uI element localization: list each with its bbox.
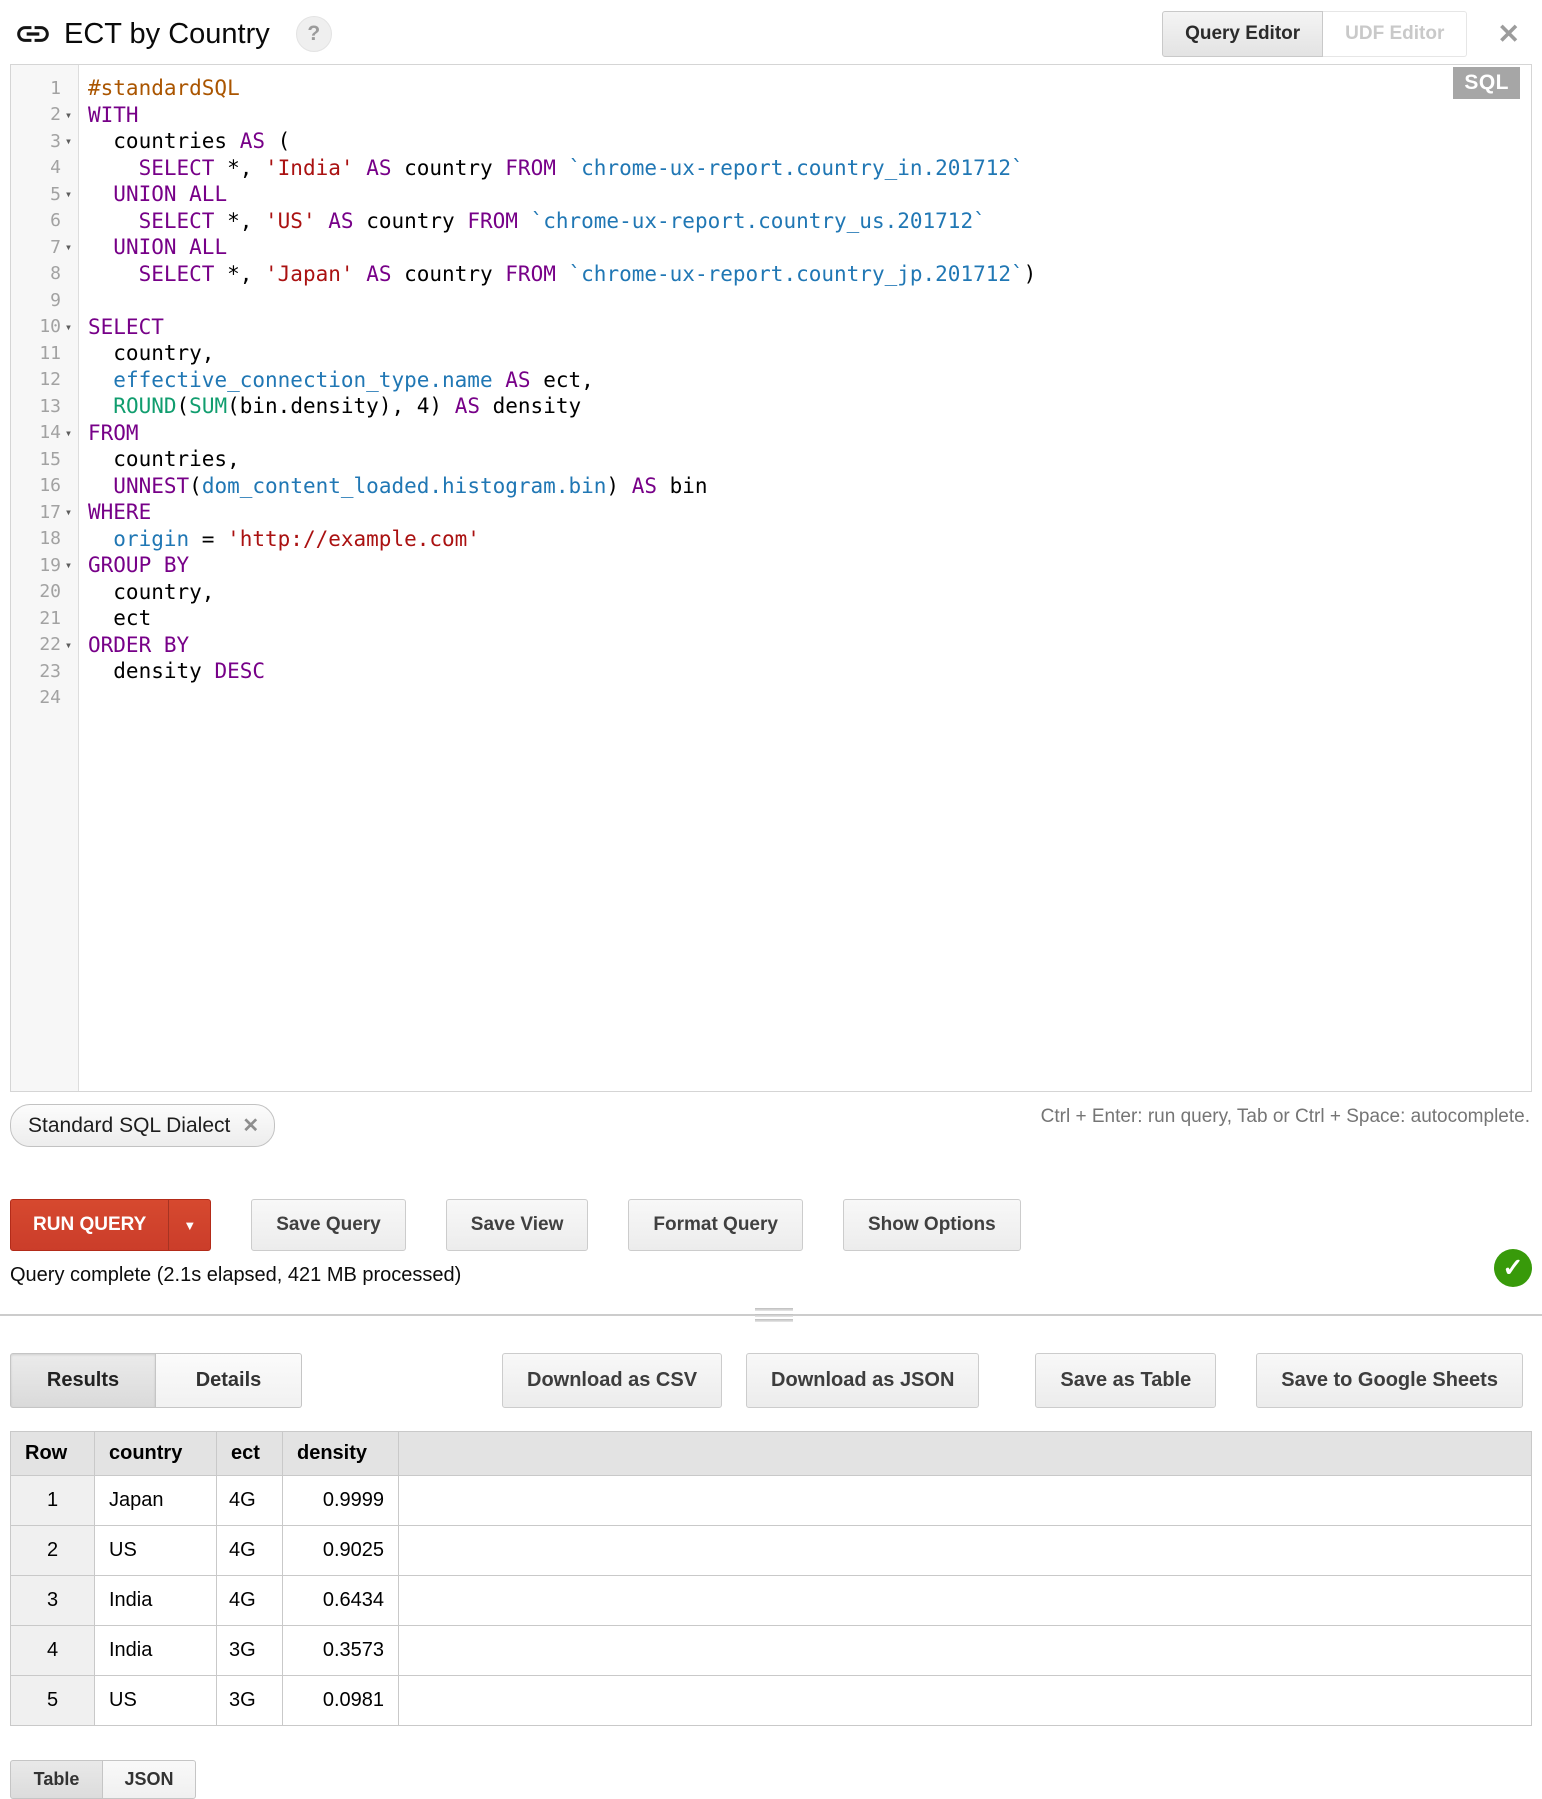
cell-ect: 4G	[217, 1476, 283, 1526]
column-header-empty	[399, 1432, 1532, 1476]
code-line[interactable]: countries AS (	[88, 129, 291, 153]
cell-empty	[399, 1526, 1532, 1576]
line-number-text: 1	[50, 77, 61, 99]
query-status-text: Query complete (2.1s elapsed, 421 MB processed)	[10, 1263, 462, 1286]
cell-row: 2	[11, 1526, 95, 1576]
fold-arrow-icon[interactable]: ▾	[64, 240, 73, 255]
cell-density: 0.9025	[283, 1526, 399, 1576]
page-title: ECT by Country	[64, 17, 270, 50]
line-number-text: 9	[50, 289, 61, 311]
shortcut-hint: Ctrl + Enter: run query, Tab or Ctrl + Space: autocomplete.	[1040, 1106, 1530, 1127]
code-line[interactable]: country,	[88, 341, 215, 365]
results-bar	[10, 1353, 1532, 1408]
chip-close-icon[interactable]: ✕	[242, 1115, 260, 1137]
code-line[interactable]: WITH	[88, 102, 139, 127]
table-row[interactable]	[11, 1626, 1532, 1676]
line-number	[11, 287, 78, 314]
cell-density: 0.3573	[283, 1626, 399, 1676]
line-number	[11, 75, 78, 102]
code-line[interactable]: UNNEST(dom_content_loaded.histogram.bin) AS bin	[113, 473, 708, 498]
cell-empty	[399, 1676, 1532, 1726]
line-number[interactable]	[11, 234, 78, 261]
run-query-label[interactable]: RUN QUERY	[11, 1200, 169, 1250]
sql-editor[interactable]	[10, 64, 1532, 1092]
line-number[interactable]	[11, 128, 78, 155]
run-query-button[interactable]	[10, 1199, 211, 1251]
line-number-text: 22	[39, 634, 61, 656]
dialect-row	[10, 1104, 1530, 1147]
cell-ect: 4G	[217, 1526, 283, 1576]
line-number[interactable]	[11, 181, 78, 208]
fold-arrow-icon[interactable]: ▾	[64, 319, 73, 334]
line-number-text: 23	[39, 660, 61, 682]
query-header	[0, 0, 1542, 64]
column-header-ect: ect	[217, 1432, 283, 1476]
save-view-button[interactable]: Save View	[446, 1199, 589, 1251]
cell-density: 0.6434	[283, 1576, 399, 1626]
results-table	[10, 1431, 1532, 1726]
table-row[interactable]	[11, 1576, 1532, 1626]
editor-code[interactable]	[79, 65, 1531, 1091]
success-check-icon: ✓	[1494, 1249, 1532, 1287]
line-number-text: 4	[50, 157, 61, 179]
line-number	[11, 446, 78, 473]
sql-dialect-chip-label: Standard SQL Dialect	[28, 1113, 231, 1137]
cell-ect: 4G	[217, 1576, 283, 1626]
table-row[interactable]	[11, 1676, 1532, 1726]
line-number	[11, 579, 78, 606]
sql-dialect-chip[interactable]	[10, 1104, 275, 1147]
cell-country: India	[95, 1576, 217, 1626]
line-number	[11, 605, 78, 632]
cell-country: India	[95, 1626, 217, 1676]
code-line[interactable]	[88, 685, 1531, 712]
line-number-text: 10	[39, 316, 61, 338]
code-line[interactable]: GROUP BY	[88, 553, 190, 577]
code-line[interactable]: country,	[88, 579, 215, 604]
code-line[interactable]: ROUND(SUM(bin.density), 4) AS density	[113, 394, 582, 418]
status-row	[10, 1254, 1532, 1289]
line-number-text: 24	[39, 687, 61, 709]
view-toggle-json[interactable]: JSON	[103, 1760, 196, 1799]
line-number	[11, 340, 78, 367]
cell-country: Japan	[95, 1476, 217, 1526]
code-line[interactable]	[88, 287, 1531, 314]
line-number[interactable]	[11, 102, 78, 129]
cell-density: 0.0981	[283, 1676, 399, 1726]
tab-results[interactable]: Results	[10, 1353, 156, 1408]
results-table-wrap	[10, 1431, 1532, 1726]
line-number-text: 6	[50, 210, 61, 232]
cell-country: US	[95, 1526, 217, 1576]
line-number-text: 5	[50, 183, 61, 205]
close-icon[interactable]: ✕	[1497, 18, 1520, 49]
code-line[interactable]: UNION ALL	[113, 182, 228, 206]
fold-arrow-icon[interactable]: ▾	[64, 558, 73, 573]
line-number-text: 19	[39, 554, 61, 576]
code-line[interactable]: FROM	[88, 420, 139, 445]
tab-query-editor[interactable]: Query Editor	[1162, 11, 1323, 57]
line-number-text: 2	[50, 104, 61, 126]
save-as-table-button[interactable]: Save as Table	[1035, 1353, 1216, 1408]
cell-row: 1	[11, 1476, 95, 1526]
line-number	[11, 367, 78, 394]
code-line[interactable]: SELECT *, 'India' AS country FROM `chrome-ux-report.country_in.201712`	[138, 155, 1024, 180]
line-number[interactable]	[11, 499, 78, 526]
code-line[interactable]: SELECT	[88, 314, 164, 339]
run-query-caret-icon[interactable]: ▼	[183, 1217, 197, 1233]
column-header-density: density	[283, 1432, 399, 1476]
table-row[interactable]	[11, 1476, 1532, 1526]
line-number-text: 7	[50, 236, 61, 258]
line-number[interactable]	[11, 314, 78, 341]
fold-arrow-icon[interactable]: ▾	[64, 505, 73, 520]
fold-arrow-icon[interactable]: ▾	[64, 134, 73, 149]
line-number[interactable]	[11, 420, 78, 447]
code-line[interactable]: SELECT *, 'Japan' AS country FROM `chrome-ux-report.country_jp.201712`)	[138, 261, 1037, 286]
cell-country: US	[95, 1676, 217, 1726]
show-options-button[interactable]: Show Options	[843, 1199, 1021, 1251]
code-line[interactable]: origin = 'http://example.com'	[113, 526, 480, 551]
cell-ect: 3G	[217, 1676, 283, 1726]
code-line[interactable]: ORDER BY	[88, 632, 190, 657]
format-query-button[interactable]: Format Query	[628, 1199, 803, 1251]
actions-row	[10, 1199, 1532, 1251]
fold-arrow-icon[interactable]: ▾	[64, 187, 73, 202]
line-number-text: 17	[39, 501, 61, 523]
download-as-csv-button[interactable]: Download as CSV	[502, 1353, 722, 1408]
line-number-text: 13	[39, 395, 61, 417]
line-number[interactable]	[11, 552, 78, 579]
link-icon[interactable]	[14, 15, 52, 53]
line-number-text: 18	[39, 528, 61, 550]
pane-divider	[0, 1307, 1542, 1323]
code-line[interactable]: countries,	[88, 447, 240, 471]
column-header-row: Row	[11, 1432, 95, 1476]
line-number	[11, 261, 78, 288]
editor-mode-tabs	[1162, 11, 1467, 57]
line-number-text: 14	[39, 422, 61, 444]
tab-udf-editor[interactable]: UDF Editor	[1323, 11, 1467, 57]
code-line[interactable]: SELECT *, 'US' AS country FROM `chrome-ux-report.country_us.201712`	[138, 208, 986, 233]
cell-row: 5	[11, 1676, 95, 1726]
line-number-text: 12	[39, 369, 61, 391]
tab-details[interactable]: Details	[156, 1353, 302, 1408]
line-number-text: 8	[50, 263, 61, 285]
cell-row: 4	[11, 1626, 95, 1676]
view-toggle-table[interactable]: Table	[10, 1760, 103, 1799]
line-number-text: 20	[39, 581, 61, 603]
help-button[interactable]: ?	[296, 16, 332, 52]
line-number	[11, 155, 78, 182]
code-line[interactable]: WHERE	[88, 500, 152, 524]
fold-arrow-icon[interactable]: ▾	[64, 637, 73, 652]
cell-empty	[399, 1576, 1532, 1626]
cell-empty	[399, 1476, 1532, 1526]
line-number-text: 21	[39, 607, 61, 629]
fold-arrow-icon[interactable]: ▾	[64, 107, 73, 122]
code-line[interactable]: density DESC	[88, 659, 266, 683]
line-number	[11, 473, 78, 500]
line-number	[11, 658, 78, 685]
line-number	[11, 685, 78, 712]
sql-badge: SQL	[1453, 67, 1520, 99]
line-number-text: 16	[39, 475, 61, 497]
column-header-country: country	[95, 1432, 217, 1476]
fold-arrow-icon[interactable]: ▾	[64, 425, 73, 440]
table-row[interactable]	[11, 1526, 1532, 1576]
line-number-text: 15	[39, 448, 61, 470]
code-line[interactable]: #standardSQL	[88, 76, 240, 100]
code-line[interactable]: effective_connection_type.name AS ect,	[113, 367, 594, 392]
drag-handle[interactable]	[755, 1307, 793, 1323]
cell-row: 3	[11, 1576, 95, 1626]
code-line[interactable]: UNION ALL	[113, 235, 228, 259]
cell-density: 0.9999	[283, 1476, 399, 1526]
line-number-text: 3	[50, 130, 61, 152]
line-number	[11, 208, 78, 235]
line-number[interactable]	[11, 632, 78, 659]
cell-ect: 3G	[217, 1626, 283, 1676]
save-query-button[interactable]: Save Query	[251, 1199, 406, 1251]
line-number	[11, 526, 78, 553]
download-as-json-button[interactable]: Download as JSON	[746, 1353, 979, 1408]
view-toggle	[10, 1760, 1532, 1799]
code-line[interactable]: ect	[88, 606, 152, 630]
save-to-google-sheets-button[interactable]: Save to Google Sheets	[1256, 1353, 1523, 1408]
editor-gutter	[11, 65, 79, 1091]
line-number-text: 11	[39, 342, 61, 364]
line-number	[11, 393, 78, 420]
cell-empty	[399, 1626, 1532, 1676]
